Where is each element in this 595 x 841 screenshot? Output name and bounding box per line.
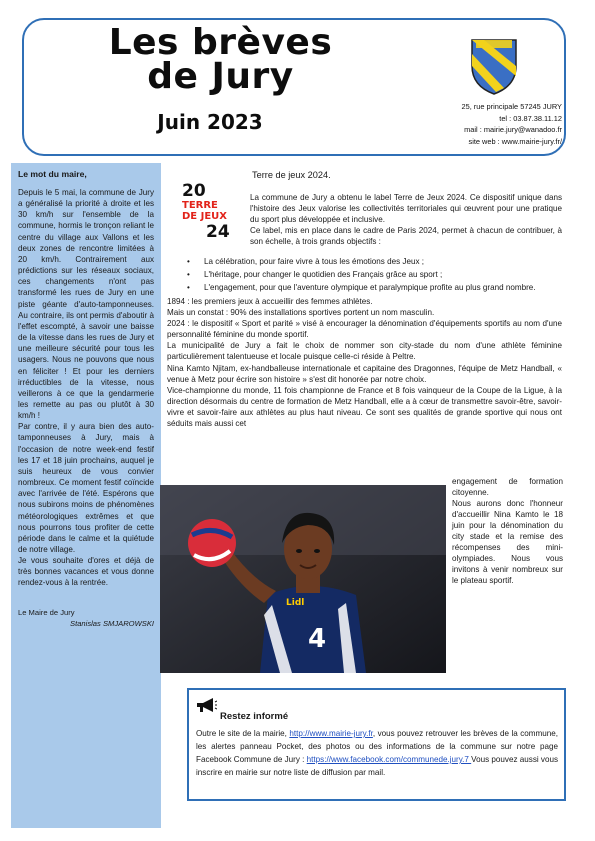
mayor-signature xyxy=(18,607,154,629)
side-paragraph: Nous aurons donc l'honneur d'accueillir Nina Kamto le 18 juin pour la dénomination du city stade et la remise des récompenses des mini-olympiades. Nous vous invitons à venir nombreux sur le plateau sportif. xyxy=(452,499,563,586)
mairie-website-link[interactable]: http://www.mairie-jury.fr xyxy=(289,729,373,738)
body-paragraph: 1894 : les premiers jeux à accueillir des femmes athlètes. xyxy=(167,297,373,306)
jersey-sponsor: Lidl xyxy=(286,598,305,608)
article-title: Terre de jeux 2024. xyxy=(252,170,331,180)
coat-of-arms-icon xyxy=(468,36,520,96)
contact-block xyxy=(400,101,562,147)
body-paragraph: 2024 : le dispositif « Sport et parité » visé à encourager la dénomination d'équipements sportifs au nom d'une personnalité féminine du monde sportif. xyxy=(167,319,562,340)
body-paragraph: La municipalité de Jury a fait le choix de nommer son city-stade du nom d'une athlète féminine particulièrement talentueuse et locale puisque celle-ci réside à Peltre. xyxy=(167,341,562,362)
stay-informed-text: Outre le site de la mairie, http://www.mairie-jury.fr, vous pouvez retrouver les brèves de la commune, les alertes panneau Pocket, des photos ou des informations de la commune sur notre page Facebook Commune de Jury : https://www.facebook.com/communede.jury.7 Vous pouvez aussi vous inscrire en mairie sur notre liste de diffusion par mail. xyxy=(196,729,559,777)
mayor-word-title: Le mot du maire, xyxy=(18,169,87,179)
stay-informed-title: Restez informé xyxy=(220,711,289,722)
megaphone-icon xyxy=(195,696,217,714)
logo-year-top: 20 xyxy=(182,181,206,201)
objective-item: • L'héritage, pour changer le quotidien des Français grâce au sport ; xyxy=(187,269,562,280)
body-paragraph: Nina Kamto Njitam, ex-handballeuse internationale et capitaine des Dragonnes, l'équipe de Metz Handball, « venue à Metz pour écrire son histoire » s'est dit honorée par notre choix. xyxy=(167,363,562,384)
address-line: 25, rue principale 57245 JURY xyxy=(461,102,562,111)
signature-name: Stanislas SMJAROWSKI xyxy=(70,618,154,628)
phone-line: tel : 03.87.38.11.12 xyxy=(499,113,562,123)
body-paragraph: Vice-championne du monde, 11 fois championne de France et 8 fois vainqueur de la Coupe de la Ligue, à la direction désormais du centre de formation de Metz Handball, elle a à cœur de transmettre savoir-être, savoir-vivre et savoir-faire aux athlètes au plus haut niveau. Ce sont ses qualités de grande sportive qui nous ont séduits mais aussi cet xyxy=(167,385,562,429)
facebook-page-link[interactable]: https://www.facebook.com/communede.jury.7 xyxy=(306,755,472,764)
signature-role: Le Maire de Jury xyxy=(18,607,75,617)
objective-item: • L'engagement, pour que l'aventure olympique et paralympique profite au plus grand nombre. xyxy=(187,282,562,293)
mayor-paragraph: Depuis le 5 mai, la commune de Jury a généralisé la priorité à droite et les 30 km/h sur l'ensemble de la commune, hormis le tronçon reliant le centre du village aux Vallons et les deux zones de rencontre limitées à 20 km/h. Contrairement aux prédictions sur les réseaux sociaux, ces changements n'ont pas transformé les rues de Jury en une piste géante d'auto-tamponneuses. Au contraire, ils ont permis d'aboutir à l'effet escompté, à savoir une baisse de la vitesse dans les rues de Jury et une meilleure sécurité pour tous les usagers. Nous ne pouvons que nous en féliciter ! Et pour les derniers irréductibles de la vitesse, nous veillerons à ce que la gendarmerie les remette au pas ou plutôt à 30 km/h ! xyxy=(18,188,154,421)
article-body xyxy=(167,296,562,429)
handball-player-photo xyxy=(160,485,446,673)
mail-line: mail : mairie.jury@wanadoo.fr xyxy=(464,125,562,134)
newsletter-title: Les brèves de Jury xyxy=(108,22,333,97)
article-intro xyxy=(250,192,562,247)
objective-item: • La célébration, pour faire vivre à tous les émotions des Jeux ; xyxy=(187,256,562,267)
article-side-text xyxy=(452,476,563,586)
player-illustration xyxy=(160,485,446,673)
issue-date: Juin 2023 xyxy=(157,110,263,134)
jersey-number: 4 xyxy=(308,624,327,654)
mayor-paragraph: Je vous souhaite d'ores et déjà de très bonnes vacances et vous donne rendez-vous à la rentrée. xyxy=(18,556,154,588)
side-paragraph: engagement de formation citoyenne. xyxy=(452,477,563,498)
intro-paragraph: Ce label, mis en place dans le cadre de Paris 2024, permet à chacun de contribuer, à son échelle, à trois grands objectifs : xyxy=(250,226,562,247)
body-paragraph: Mais un constat : 90% des installations sportives portent un nom masculin. xyxy=(167,308,435,318)
mayor-paragraph: Par contre, il y aura bien des auto-tamponneuses à Jury, mais à l'occasion de notre week-end festif les 17 et 18 juin prochains, auquel je suis heureux de vous convier nombreux. Ce moment festif coïncide avec l'arrivée de l'été. Espérons que nous subirons moins de phénomènes météorologiques extrêmes et que nous pourrons tous profiter de cette période dans le calme et la quiétude de notre village. xyxy=(18,422,154,554)
logo-year-bottom: 24 xyxy=(206,222,230,240)
website-line: site web : www.mairie-jury.fr/ xyxy=(468,136,562,146)
intro-paragraph: La commune de Jury a obtenu le label Terre de Jeux 2024. Ce dispositif unique dans l'histoire des Jeux valorise les collectivités territoriales qui œuvrent pour une pratique du sport plus développée et inclusive. xyxy=(250,193,562,225)
terre-de-jeux-2024-logo xyxy=(178,180,238,240)
mayor-word-column xyxy=(11,163,161,828)
logo-terre: TERRE xyxy=(182,200,218,211)
objectives-list xyxy=(187,256,562,295)
logo-de-jeux: DE JEUX xyxy=(182,211,227,222)
